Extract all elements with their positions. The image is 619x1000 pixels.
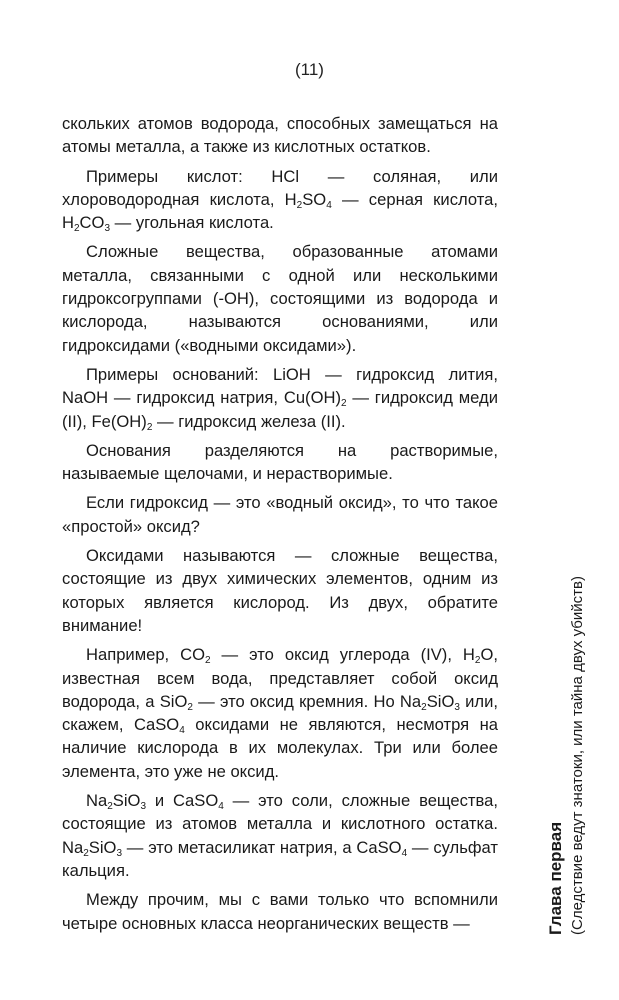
text-run: — это соли, сложные вещества, состоящие из атомов металла и кислотного остатка. Na bbox=[62, 791, 498, 857]
page-number: (11) bbox=[295, 60, 324, 79]
subscript: 2 bbox=[296, 199, 303, 211]
subscript: 4 bbox=[218, 801, 224, 813]
subscript: 2 bbox=[107, 801, 113, 813]
subscript: 2 bbox=[341, 398, 347, 410]
text-run: SiO bbox=[88, 837, 117, 857]
text-run: Например, CO bbox=[86, 645, 206, 665]
text-run: — гидроксид железа (II). bbox=[152, 411, 346, 431]
chapter-subtitle: (Следствие ведут знатоки, или тайна двух убийств) bbox=[569, 576, 586, 935]
text-run: или, скажем, CaSO bbox=[62, 691, 498, 735]
text-run: — сульфат кальция. bbox=[62, 837, 498, 880]
text-run: Основания разделяются на растворимые, называемые щелочами, и нерастворимые. bbox=[62, 440, 498, 484]
text-run: — угольная кислота. bbox=[110, 213, 274, 233]
subscript: 2 bbox=[205, 655, 211, 667]
subscript: 2 bbox=[474, 655, 481, 667]
text-run: Примеры кислот: HCl — соляная, или хлороводородная кислота, H bbox=[62, 166, 498, 209]
text-run: SiO bbox=[112, 791, 141, 811]
text-run: SiO bbox=[426, 691, 455, 711]
paragraph bbox=[62, 789, 498, 882]
text-run: — это оксид кремния. Но Na bbox=[192, 691, 422, 711]
text-run: O, известная всем вода, представляет собой оксид водорода, а SiO bbox=[62, 645, 498, 711]
text-run: — это оксид углерода (IV), H bbox=[210, 645, 475, 665]
text-run: Между прочим, мы с вами только что вспомнили четыре основных класса неорганических веществ — bbox=[62, 890, 498, 933]
subscript: 2 bbox=[146, 421, 153, 433]
subscript: 2 bbox=[83, 847, 89, 859]
paragraph bbox=[62, 491, 498, 538]
paragraph bbox=[62, 363, 498, 433]
body-text bbox=[62, 112, 498, 941]
subscript: 2 bbox=[421, 701, 427, 713]
text-run: — серная кислота, H bbox=[62, 189, 498, 233]
text-run: SO bbox=[302, 189, 327, 209]
subscript: 3 bbox=[104, 223, 110, 235]
text-run: скольких атомов водорода, способных замещаться на атомы металла, а также из кислотных остатков. bbox=[62, 114, 498, 157]
subscript: 2 bbox=[187, 701, 193, 713]
text-run: Сложные вещества, образованные атомами металла, связанными с одной или несколькими гидроксогруппами (-OH), состоящими из водорода и кислорода, называются основаниями, или гидроксидами («водными оксидами»). bbox=[62, 242, 498, 355]
text-run: Примеры оснований: LiOH — гидроксид лития, NaOH — гидроксид натрия, Cu(OH) bbox=[62, 364, 498, 408]
subscript: 4 bbox=[326, 199, 332, 211]
paragraph bbox=[62, 544, 498, 637]
subscript: 2 bbox=[73, 223, 80, 235]
running-header bbox=[545, 465, 589, 935]
subscript: 3 bbox=[454, 701, 460, 713]
subscript: 3 bbox=[140, 801, 147, 813]
text-run: CO bbox=[79, 213, 105, 233]
text-run: Оксидами называются — сложные вещества, состоящие из двух химических элементов, одним из которых является кислород. Из двух, обратите внимание! bbox=[62, 546, 498, 635]
text-run: и CaSO bbox=[146, 791, 219, 811]
text-run: оксидами не являются, несмотря на наличие кислорода в их молекулах. Три или более элемента, это уже не оксид. bbox=[62, 715, 499, 781]
subscript: 3 bbox=[116, 847, 123, 859]
text-run: — это метасиликат натрия, а CaSO bbox=[122, 837, 402, 857]
subscript: 4 bbox=[401, 847, 408, 859]
chapter-title: Глава первая bbox=[546, 821, 565, 935]
subscript: 4 bbox=[179, 725, 185, 737]
text-run: Если гидроксид — это «водный оксид», то что такое «простой» оксид? bbox=[62, 493, 498, 536]
paragraph bbox=[62, 240, 498, 356]
paragraph bbox=[62, 643, 498, 783]
paragraph bbox=[62, 112, 498, 159]
paragraph bbox=[62, 165, 498, 235]
paragraph bbox=[62, 439, 498, 486]
text-run: — гидроксид меди (II), Fe(OH) bbox=[62, 388, 498, 431]
paragraph bbox=[62, 888, 498, 935]
text-run: Na bbox=[86, 791, 108, 811]
